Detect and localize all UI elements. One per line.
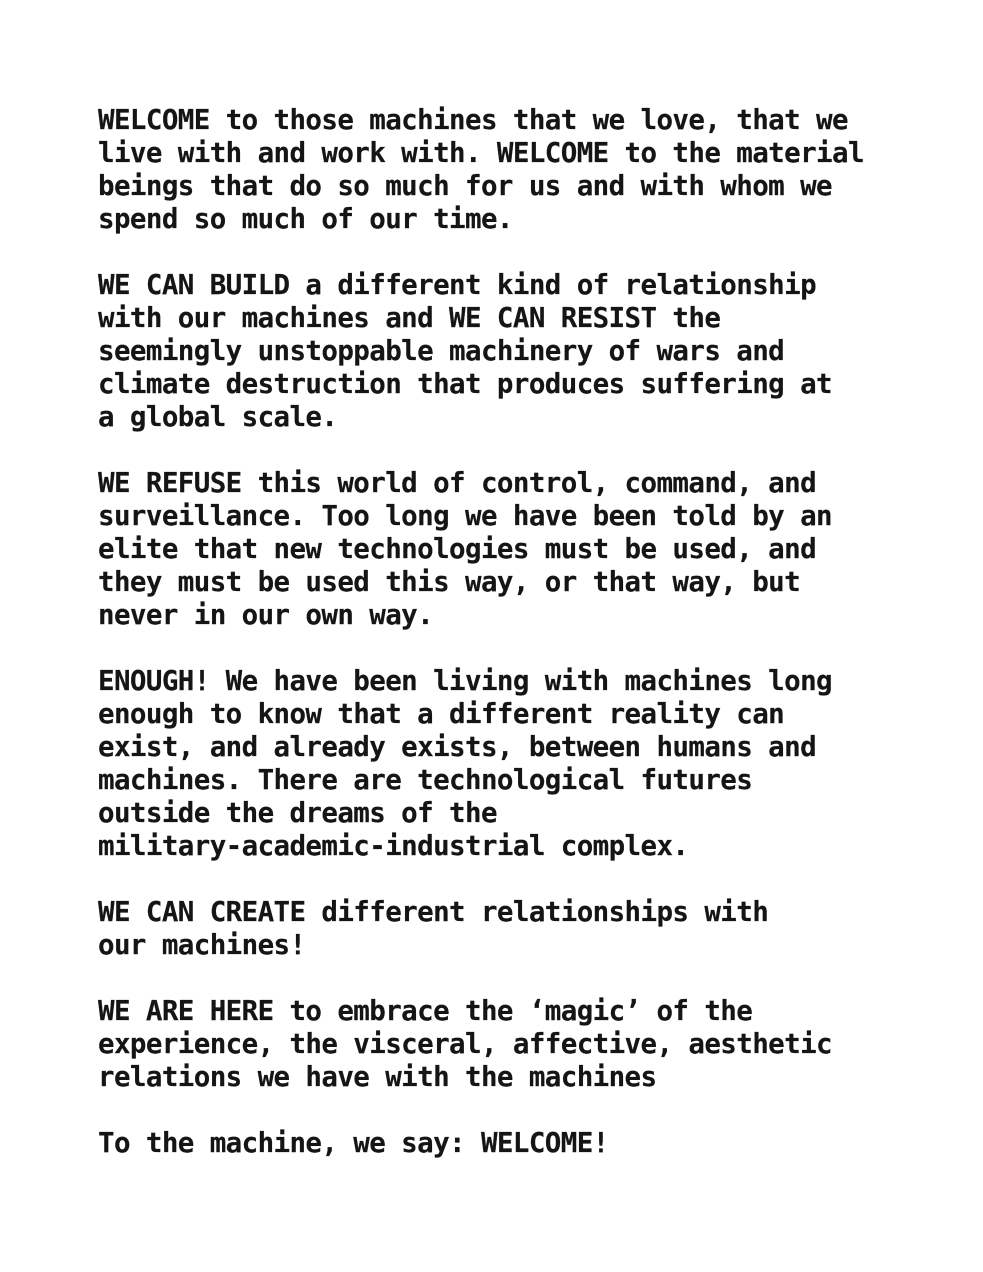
text-line: experience, the visceral, affective, aesthetic bbox=[98, 1028, 832, 1060]
text-line: never in our own way. bbox=[98, 599, 434, 631]
manifesto-text bbox=[98, 104, 958, 1160]
text-line: WE ARE HERE to embrace the ‘magic’ of the bbox=[98, 995, 753, 1027]
text-line: WE CAN BUILD a different kind of relationship bbox=[98, 269, 817, 301]
paragraph-we-can-create bbox=[98, 896, 958, 962]
text-line: live with and work with. WELCOME to the material bbox=[98, 137, 864, 169]
text-line: machines. There are technological futures bbox=[98, 764, 753, 796]
text-line: ENOUGH! We have been living with machines long bbox=[98, 665, 832, 697]
text-line: military-academic-industrial complex. bbox=[98, 830, 689, 862]
text-line: surveillance. Too long we have been told by an bbox=[98, 500, 832, 532]
paragraph-we-can-build bbox=[98, 269, 958, 434]
paragraph-welcome bbox=[98, 104, 958, 236]
text-line: climate destruction that produces suffering at bbox=[98, 368, 832, 400]
text-line: WELCOME to those machines that we love, that we bbox=[98, 104, 848, 136]
text-line: WE REFUSE this world of control, command, and bbox=[98, 467, 817, 499]
text-line: To the machine, we say: WELCOME! bbox=[98, 1127, 609, 1159]
text-line: enough to know that a different reality can bbox=[98, 698, 785, 730]
text-line: seemingly unstoppable machinery of wars and bbox=[98, 335, 785, 367]
text-line: spend so much of our time. bbox=[98, 203, 513, 235]
text-line: they must be used this way, or that way, but bbox=[98, 566, 801, 598]
text-line: our machines! bbox=[98, 929, 306, 961]
text-line: outside the dreams of the bbox=[98, 797, 497, 829]
text-line: beings that do so much for us and with whom we bbox=[98, 170, 832, 202]
text-line: WE CAN CREATE different relationships with bbox=[98, 896, 769, 928]
text-line: elite that new technologies must be used, and bbox=[98, 533, 817, 565]
paragraph-we-are-here bbox=[98, 995, 958, 1094]
text-line: relations we have with the machines bbox=[98, 1061, 657, 1093]
paragraph-closing bbox=[98, 1127, 958, 1160]
text-line: exist, and already exists, between humans and bbox=[98, 731, 817, 763]
paragraph-enough bbox=[98, 665, 958, 863]
text-line: a global scale. bbox=[98, 401, 338, 433]
paragraph-we-refuse bbox=[98, 467, 958, 632]
text-line: with our machines and WE CAN RESIST the bbox=[98, 302, 721, 334]
